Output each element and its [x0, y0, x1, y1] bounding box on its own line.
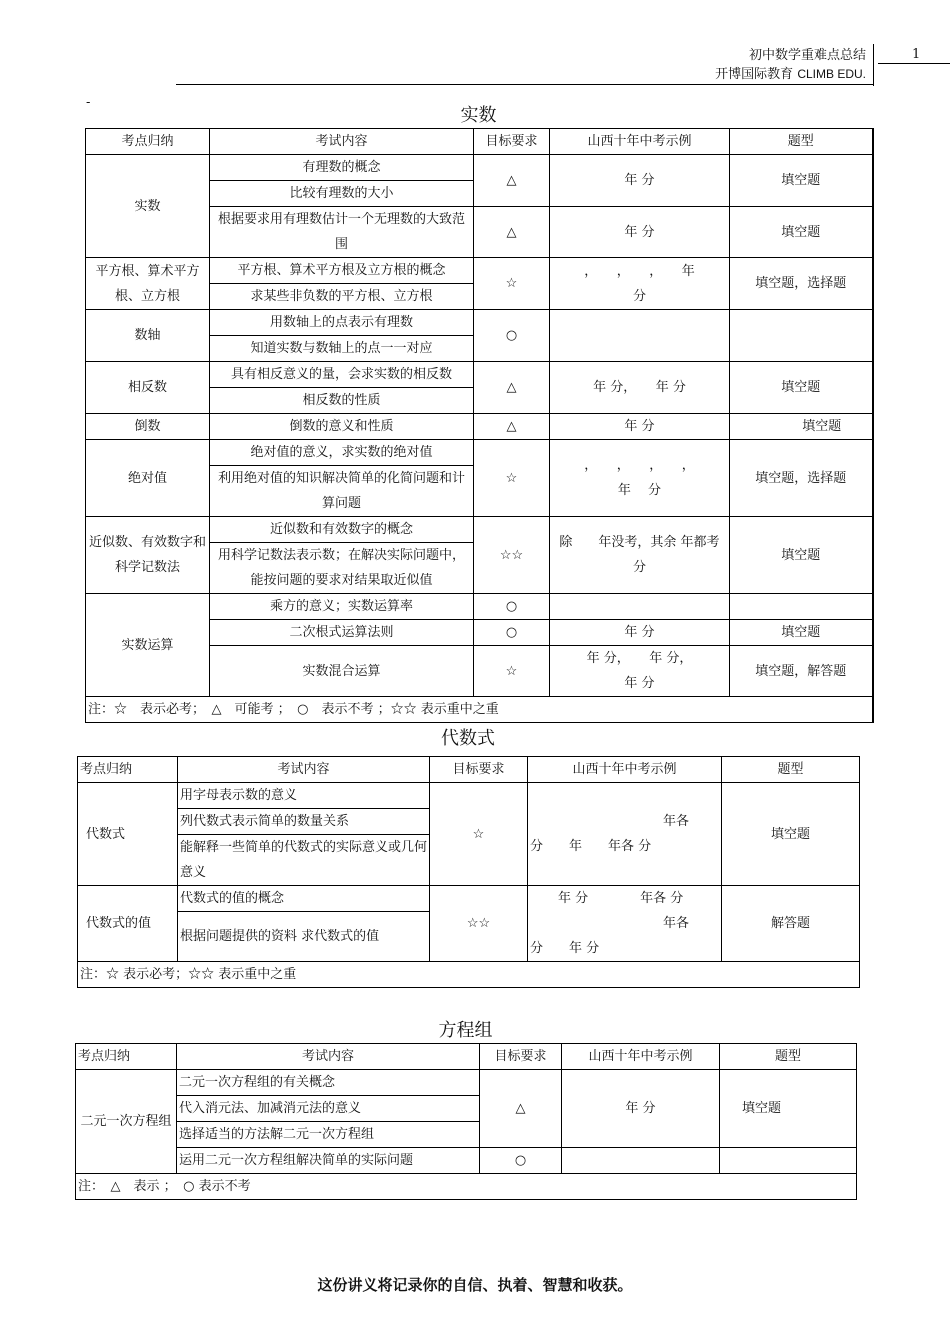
content-cell: 倒数的意义和性质: [210, 414, 474, 440]
example-line: 分 年 分: [530, 941, 600, 956]
example-line: 分: [632, 288, 646, 304]
requirement-cell: ○: [480, 1148, 562, 1174]
content-cell: 近似数和有效数字的概念: [210, 517, 474, 543]
example-cell: 年 分: [550, 155, 730, 207]
content-cell: 绝对值的意义，求实数的绝对值: [210, 440, 474, 466]
requirement-cell: ☆: [474, 440, 550, 517]
requirement-cell: ☆: [474, 258, 550, 310]
section-title-real-numbers: 实数: [460, 105, 497, 126]
type-cell: [730, 594, 873, 620]
type-cell: 填空题: [730, 155, 873, 207]
example-cell: 年 分: [550, 207, 730, 258]
example-line: 除 年没考，其余 年都考: [559, 535, 720, 550]
table-row: [86, 517, 873, 543]
type-cell: 填空题，解答题: [730, 646, 873, 697]
requirement-cell: ☆: [474, 646, 550, 697]
requirement-cell: △: [474, 155, 550, 207]
topic-cell: 实数运算: [86, 594, 210, 697]
table-header-row: [78, 757, 860, 783]
legend-note: 注： △ 表示 ； ○ 表示不考: [76, 1174, 857, 1200]
example-cell: [550, 440, 730, 517]
header-org-cn: 开博国际教育: [715, 67, 794, 82]
type-cell: 填空题: [730, 414, 873, 440]
example-line: 年 分: [617, 483, 662, 498]
header-cell: 考点归纳: [86, 129, 210, 155]
requirement-cell: ☆: [430, 783, 528, 886]
table-row: [78, 886, 860, 912]
example-line: 年各: [662, 814, 689, 829]
header-cell: 题型: [730, 129, 873, 155]
type-cell: 填空题: [730, 517, 873, 594]
content-cell: 有理数的概念: [210, 155, 474, 181]
header-org-en: CLIMB EDU.: [797, 67, 866, 81]
header-divider-vertical: [873, 44, 874, 86]
real-numbers-table: [85, 128, 874, 723]
type-cell: 填空题: [730, 207, 873, 258]
topic-cell: 平方根、算术平方根、立方根: [86, 258, 210, 310]
content-cell: 运用二元一次方程组解决简单的实际问题: [177, 1148, 480, 1174]
table-row: [86, 594, 873, 620]
content-cell: 利用绝对值的知识解决简单的化简问题和计算问题: [210, 466, 474, 517]
topic-cell: 绝对值: [86, 440, 210, 517]
requirement-cell: △: [474, 362, 550, 414]
example-cell: [562, 1148, 720, 1174]
requirement-cell: ○: [474, 310, 550, 362]
example-line: 分 年 年各 分: [530, 839, 652, 854]
requirement-cell: △: [474, 207, 550, 258]
content-cell: 平方根、算术平方根及立方根的概念: [210, 258, 474, 284]
requirement-cell: △: [474, 414, 550, 440]
requirement-cell: ○: [474, 620, 550, 646]
header-cell: 目标要求: [474, 129, 550, 155]
content-cell: 用数轴上的点表示有理数: [210, 310, 474, 336]
table-header-row: [76, 1044, 857, 1070]
table-row: [76, 1070, 857, 1096]
example-line: 年各: [662, 916, 689, 931]
type-cell: 解答题: [722, 886, 860, 962]
topic-cell: 代数式的值: [78, 886, 178, 962]
content-cell: 选择适当的方法解二元一次方程组: [177, 1122, 480, 1148]
type-cell: [730, 310, 873, 362]
example-cell: [550, 646, 730, 697]
page-number-rule: [878, 63, 950, 64]
requirement-cell: ☆☆: [430, 886, 528, 962]
requirement-cell: ○: [474, 594, 550, 620]
header-cell: 考试内容: [210, 129, 474, 155]
doc-header: [715, 47, 866, 84]
header-cell: 目标要求: [480, 1044, 562, 1070]
header-rule: [176, 84, 873, 85]
content-cell: 根据问题提供的资料 求代数式的值: [178, 912, 430, 962]
content-cell: 二次根式运算法则: [210, 620, 474, 646]
header-cell: 考试内容: [178, 757, 430, 783]
table-row: [86, 414, 873, 440]
content-cell: 二元一次方程组的有关概念: [177, 1070, 480, 1096]
content-cell: 相反数的性质: [210, 388, 474, 414]
header-cell: 考点归纳: [78, 757, 178, 783]
example-cell: 年 分: [550, 620, 730, 646]
table-header-row: [86, 129, 873, 155]
content-cell: 求某些非负数的平方根、立方根: [210, 284, 474, 310]
content-cell: 代入消元法、加减消元法的意义: [177, 1096, 480, 1122]
page-number: 1: [912, 47, 921, 62]
example-line: 年 分: [624, 676, 655, 691]
table-row: [78, 783, 860, 809]
topic-cell: 倒数: [86, 414, 210, 440]
section-title-equation-systems: 方程组: [438, 1020, 493, 1041]
header-cell: 目标要求: [430, 757, 528, 783]
header-cell: 考点归纳: [76, 1044, 177, 1070]
example-line: ， ， ， 年: [584, 263, 695, 279]
type-cell: 填空题，选择题: [730, 258, 873, 310]
type-cell: 填空题: [720, 1070, 857, 1148]
topic-cell: 代数式: [78, 783, 178, 886]
example-line: ， ， ， ，: [584, 458, 695, 473]
requirement-cell: ☆☆: [474, 517, 550, 594]
content-cell: 具有相反意义的量，会求实数的相反数: [210, 362, 474, 388]
example-cell: [550, 517, 730, 594]
example-cell: 年 分， 年 分: [550, 362, 730, 414]
equation-systems-table: [75, 1043, 857, 1200]
requirement-cell: △: [480, 1070, 562, 1148]
note-row: [86, 697, 873, 723]
content-cell: 列代数式表示简单的数量关系: [178, 809, 430, 835]
topic-cell: 相反数: [86, 362, 210, 414]
content-cell: 乘方的意义；实数运算率: [210, 594, 474, 620]
type-cell: 填空题: [730, 362, 873, 414]
example-cell: 年 分: [550, 414, 730, 440]
header-cell: 题型: [722, 757, 860, 783]
note-row: [78, 962, 860, 988]
type-cell: 填空题: [730, 620, 873, 646]
example-cell: 年 分: [562, 1070, 720, 1148]
topic-cell: 二元一次方程组: [76, 1070, 177, 1174]
section-title-algebraic-expressions: 代数式: [441, 728, 495, 749]
type-cell: 填空题，选择题: [730, 440, 873, 517]
table-row: [86, 362, 873, 388]
header-line2: [715, 65, 866, 84]
type-cell: [720, 1148, 857, 1174]
footer-motto: 这份讲义将记录你的自信、执着、智慧和收获。: [317, 1276, 633, 1294]
example-line: 年 分 年各 分: [558, 891, 684, 906]
header-cell: 考试内容: [177, 1044, 480, 1070]
legend-note: 注：☆ 表示必考； △ 可能考 ； ○ 表示不考 ；☆☆ 表示重中之重: [86, 697, 873, 723]
table-row: [86, 440, 873, 466]
topic-cell: 数轴: [86, 310, 210, 362]
example-line: 分: [632, 560, 646, 575]
table-row: [86, 258, 873, 284]
table-row: [86, 155, 873, 181]
example-cell: [528, 886, 722, 962]
content-cell: 比较有理数的大小: [210, 181, 474, 207]
content-cell: 用字母表示数的意义: [178, 783, 430, 809]
header-cell: 山西十年中考示例: [528, 757, 722, 783]
legend-note: 注：☆ 表示必考；☆☆ 表示重中之重: [78, 962, 860, 988]
example-cell: [528, 783, 722, 886]
algebraic-expressions-table: [77, 756, 860, 988]
content-cell: 用科学记数法表示数；在解决实际问题中，能按问题的要求对结果取近似值: [210, 543, 474, 594]
content-cell: 实数混合运算: [210, 646, 474, 697]
content-cell: 根据要求用有理数估计一个无理数的大致范围: [210, 207, 474, 258]
content-cell: 能解释一些简单的代数式的实际意义或几何意义: [178, 835, 430, 886]
content-cell: 代数式的值的概念: [178, 886, 430, 912]
table-row: [76, 1148, 857, 1174]
note-row: [76, 1174, 857, 1200]
header-cell: 题型: [720, 1044, 857, 1070]
content-cell: 知道实数与数轴上的点一一对应: [210, 336, 474, 362]
header-line1: 初中数学重难点总结: [748, 48, 866, 63]
header-cell: 山西十年中考示例: [550, 129, 730, 155]
table-row: [86, 310, 873, 336]
type-cell: 填空题: [722, 783, 860, 886]
topic-cell: 近似数、有效数字和科学记数法: [86, 517, 210, 594]
example-cell: [550, 310, 730, 362]
topic-cell: 实数: [86, 155, 210, 258]
example-line: 年 分， 年 分，: [586, 651, 693, 666]
stray-dash: -: [86, 95, 91, 110]
header-cell: 山西十年中考示例: [562, 1044, 720, 1070]
example-cell: [550, 258, 730, 310]
example-cell: [550, 594, 730, 620]
